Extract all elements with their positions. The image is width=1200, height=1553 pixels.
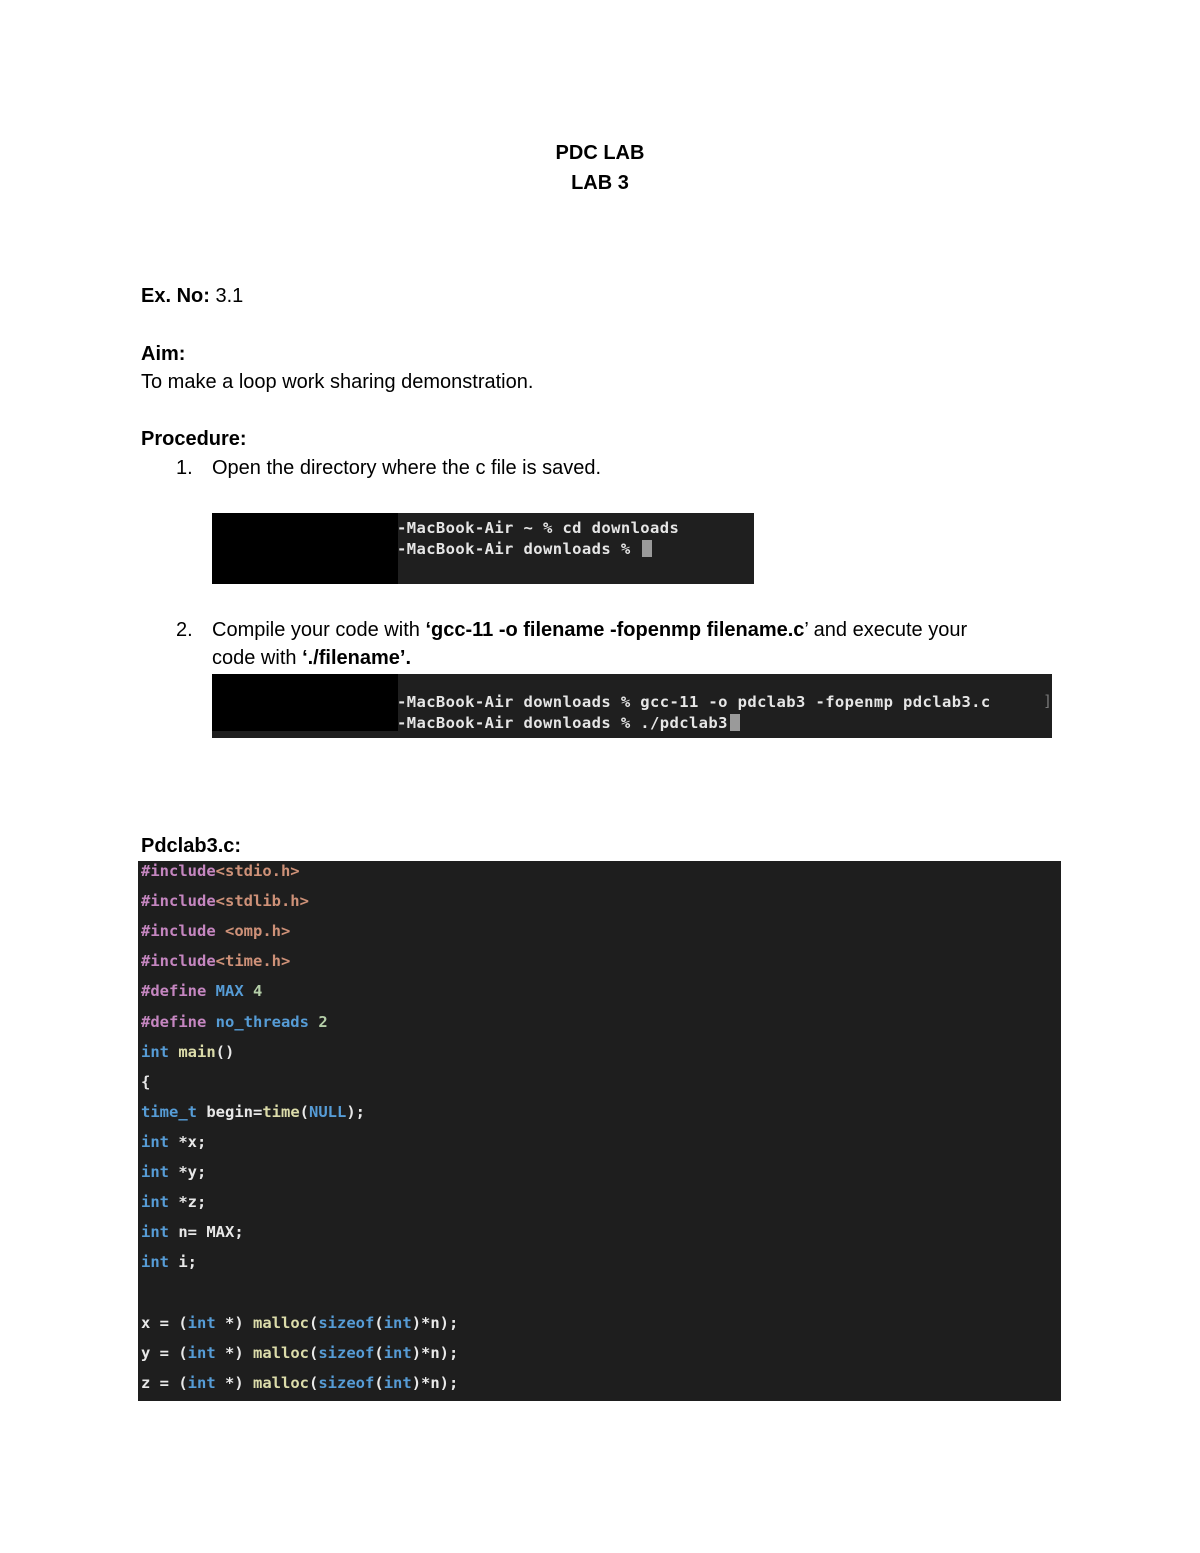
procedure-heading: Procedure: bbox=[141, 428, 247, 450]
code-line bbox=[141, 1073, 150, 1091]
page-subtitle: LAB 3 bbox=[571, 172, 629, 194]
code-token: () bbox=[215, 1042, 235, 1061]
terminal-line: -MacBook-Air downloads % gcc-11 -o pdclab3 -fopenmp pdclab3.c bbox=[397, 693, 991, 711]
code-line bbox=[141, 1314, 458, 1332]
code-token: #include bbox=[141, 892, 216, 911]
code-token: ( bbox=[299, 1102, 309, 1121]
code-line bbox=[141, 862, 300, 880]
code-token: #define bbox=[141, 982, 216, 1001]
terminal-line: -MacBook-Air ~ % cd downloads bbox=[397, 519, 680, 537]
cursor-icon bbox=[642, 540, 652, 557]
redacted-area bbox=[212, 513, 398, 584]
code-token: { bbox=[141, 1072, 151, 1091]
code-token: x = ( bbox=[141, 1313, 188, 1332]
code-token: ( bbox=[374, 1343, 384, 1362]
code-token: )*n); bbox=[411, 1313, 459, 1332]
code-token: <stdlib.h> bbox=[215, 892, 309, 911]
terminal-screenshot-2 bbox=[212, 674, 1052, 738]
cursor-icon bbox=[730, 714, 740, 731]
code-token: 4 bbox=[252, 982, 263, 1001]
code-token: y = ( bbox=[141, 1343, 188, 1362]
code-token: ( bbox=[309, 1373, 319, 1392]
terminal-line: -MacBook-Air downloads % ./pdclab3 bbox=[397, 714, 740, 732]
terminal-screenshot-1 bbox=[212, 513, 754, 584]
code-token: #include bbox=[141, 862, 216, 880]
code-token: <time.h> bbox=[215, 952, 291, 971]
code-token: *) bbox=[225, 1343, 253, 1362]
code-block bbox=[138, 861, 1061, 1401]
code-line bbox=[141, 982, 262, 1000]
code-line bbox=[141, 1103, 365, 1121]
code-line bbox=[141, 952, 290, 970]
code-token: time_t bbox=[141, 1102, 207, 1121]
code-token: sizeof bbox=[318, 1343, 375, 1362]
code-token: z = ( bbox=[141, 1373, 188, 1392]
redacted-area bbox=[212, 674, 398, 731]
scrollbar-edge: ] bbox=[1042, 692, 1052, 710]
code-token: sizeof bbox=[318, 1373, 375, 1392]
code-token: NULL bbox=[309, 1102, 347, 1121]
code-token: #define bbox=[141, 1012, 216, 1031]
exercise-value: 3.1 bbox=[215, 285, 244, 307]
code-token: n= MAX; bbox=[178, 1223, 244, 1242]
code-token: ( bbox=[374, 1313, 384, 1332]
code-token: time bbox=[262, 1102, 300, 1121]
code-token: malloc bbox=[253, 1373, 309, 1392]
code-token: malloc bbox=[253, 1313, 309, 1332]
code-file-label: Pdclab3.c: bbox=[141, 835, 242, 857]
code-token: *z; bbox=[178, 1193, 207, 1212]
step-2-text: Compile your code with ‘gcc-11 -o filename -fopenmp filename.c’ and execute your bbox=[212, 619, 968, 641]
code-token: *y; bbox=[178, 1163, 207, 1181]
code-token: ( bbox=[309, 1313, 319, 1332]
code-token: #include bbox=[141, 922, 225, 941]
exercise-number bbox=[141, 285, 243, 308]
code-token: i; bbox=[178, 1253, 197, 1272]
code-token: int bbox=[141, 1223, 179, 1242]
code-token: <omp.h> bbox=[225, 922, 291, 941]
code-line bbox=[141, 892, 309, 910]
code-token: int bbox=[187, 1313, 225, 1332]
code-token: malloc bbox=[253, 1343, 309, 1362]
code-token: )*n); bbox=[411, 1373, 459, 1392]
code-token: int bbox=[141, 1163, 179, 1181]
code-token: int bbox=[141, 1253, 179, 1272]
code-token: <stdio.h> bbox=[215, 862, 300, 880]
code-line bbox=[141, 1133, 206, 1151]
code-token: int bbox=[141, 1042, 179, 1061]
code-token: ); bbox=[346, 1102, 365, 1121]
code-line bbox=[141, 1253, 197, 1271]
code-line bbox=[141, 1013, 328, 1031]
code-token: int bbox=[383, 1343, 412, 1362]
code-line bbox=[141, 1344, 458, 1362]
step-1-text: Open the directory where the c file is saved. bbox=[212, 457, 602, 479]
aim-text: To make a loop work sharing demonstration. bbox=[141, 371, 534, 393]
code-token: ( bbox=[309, 1343, 319, 1362]
code-token: int bbox=[187, 1343, 225, 1362]
code-line bbox=[141, 922, 290, 940]
code-token: int bbox=[187, 1373, 225, 1392]
code-token: sizeof bbox=[318, 1313, 375, 1332]
code-token: MAX bbox=[215, 982, 253, 1001]
code-line bbox=[141, 1193, 206, 1211]
code-token: int bbox=[141, 1132, 179, 1151]
code-token: )*n); bbox=[411, 1343, 459, 1362]
aim-heading: Aim: bbox=[141, 343, 186, 365]
code-line bbox=[141, 1223, 244, 1241]
page-title: PDC LAB bbox=[555, 142, 645, 164]
code-token: ( bbox=[374, 1373, 384, 1392]
code-line bbox=[141, 1374, 458, 1392]
step-1-number: 1. bbox=[176, 457, 193, 479]
code-line bbox=[141, 1163, 206, 1181]
code-token: int bbox=[383, 1373, 412, 1392]
code-token: int bbox=[383, 1313, 412, 1332]
code-token: 2 bbox=[318, 1012, 328, 1031]
step-2-number: 2. bbox=[176, 619, 193, 641]
code-token: no_threads bbox=[215, 1012, 319, 1031]
code-token: *) bbox=[225, 1313, 253, 1332]
code-token: *) bbox=[225, 1373, 253, 1392]
terminal-line: -MacBook-Air downloads % bbox=[397, 540, 652, 558]
code-token: main bbox=[178, 1042, 216, 1061]
code-token: begin= bbox=[206, 1102, 263, 1121]
code-token: int bbox=[141, 1193, 179, 1212]
step-2-text-line2: code with ‘./filename’. bbox=[212, 647, 411, 669]
code-token: #include bbox=[141, 952, 216, 971]
code-token: *x; bbox=[178, 1132, 207, 1151]
code-line bbox=[141, 1043, 234, 1061]
exercise-label: Ex. No: bbox=[141, 285, 210, 307]
